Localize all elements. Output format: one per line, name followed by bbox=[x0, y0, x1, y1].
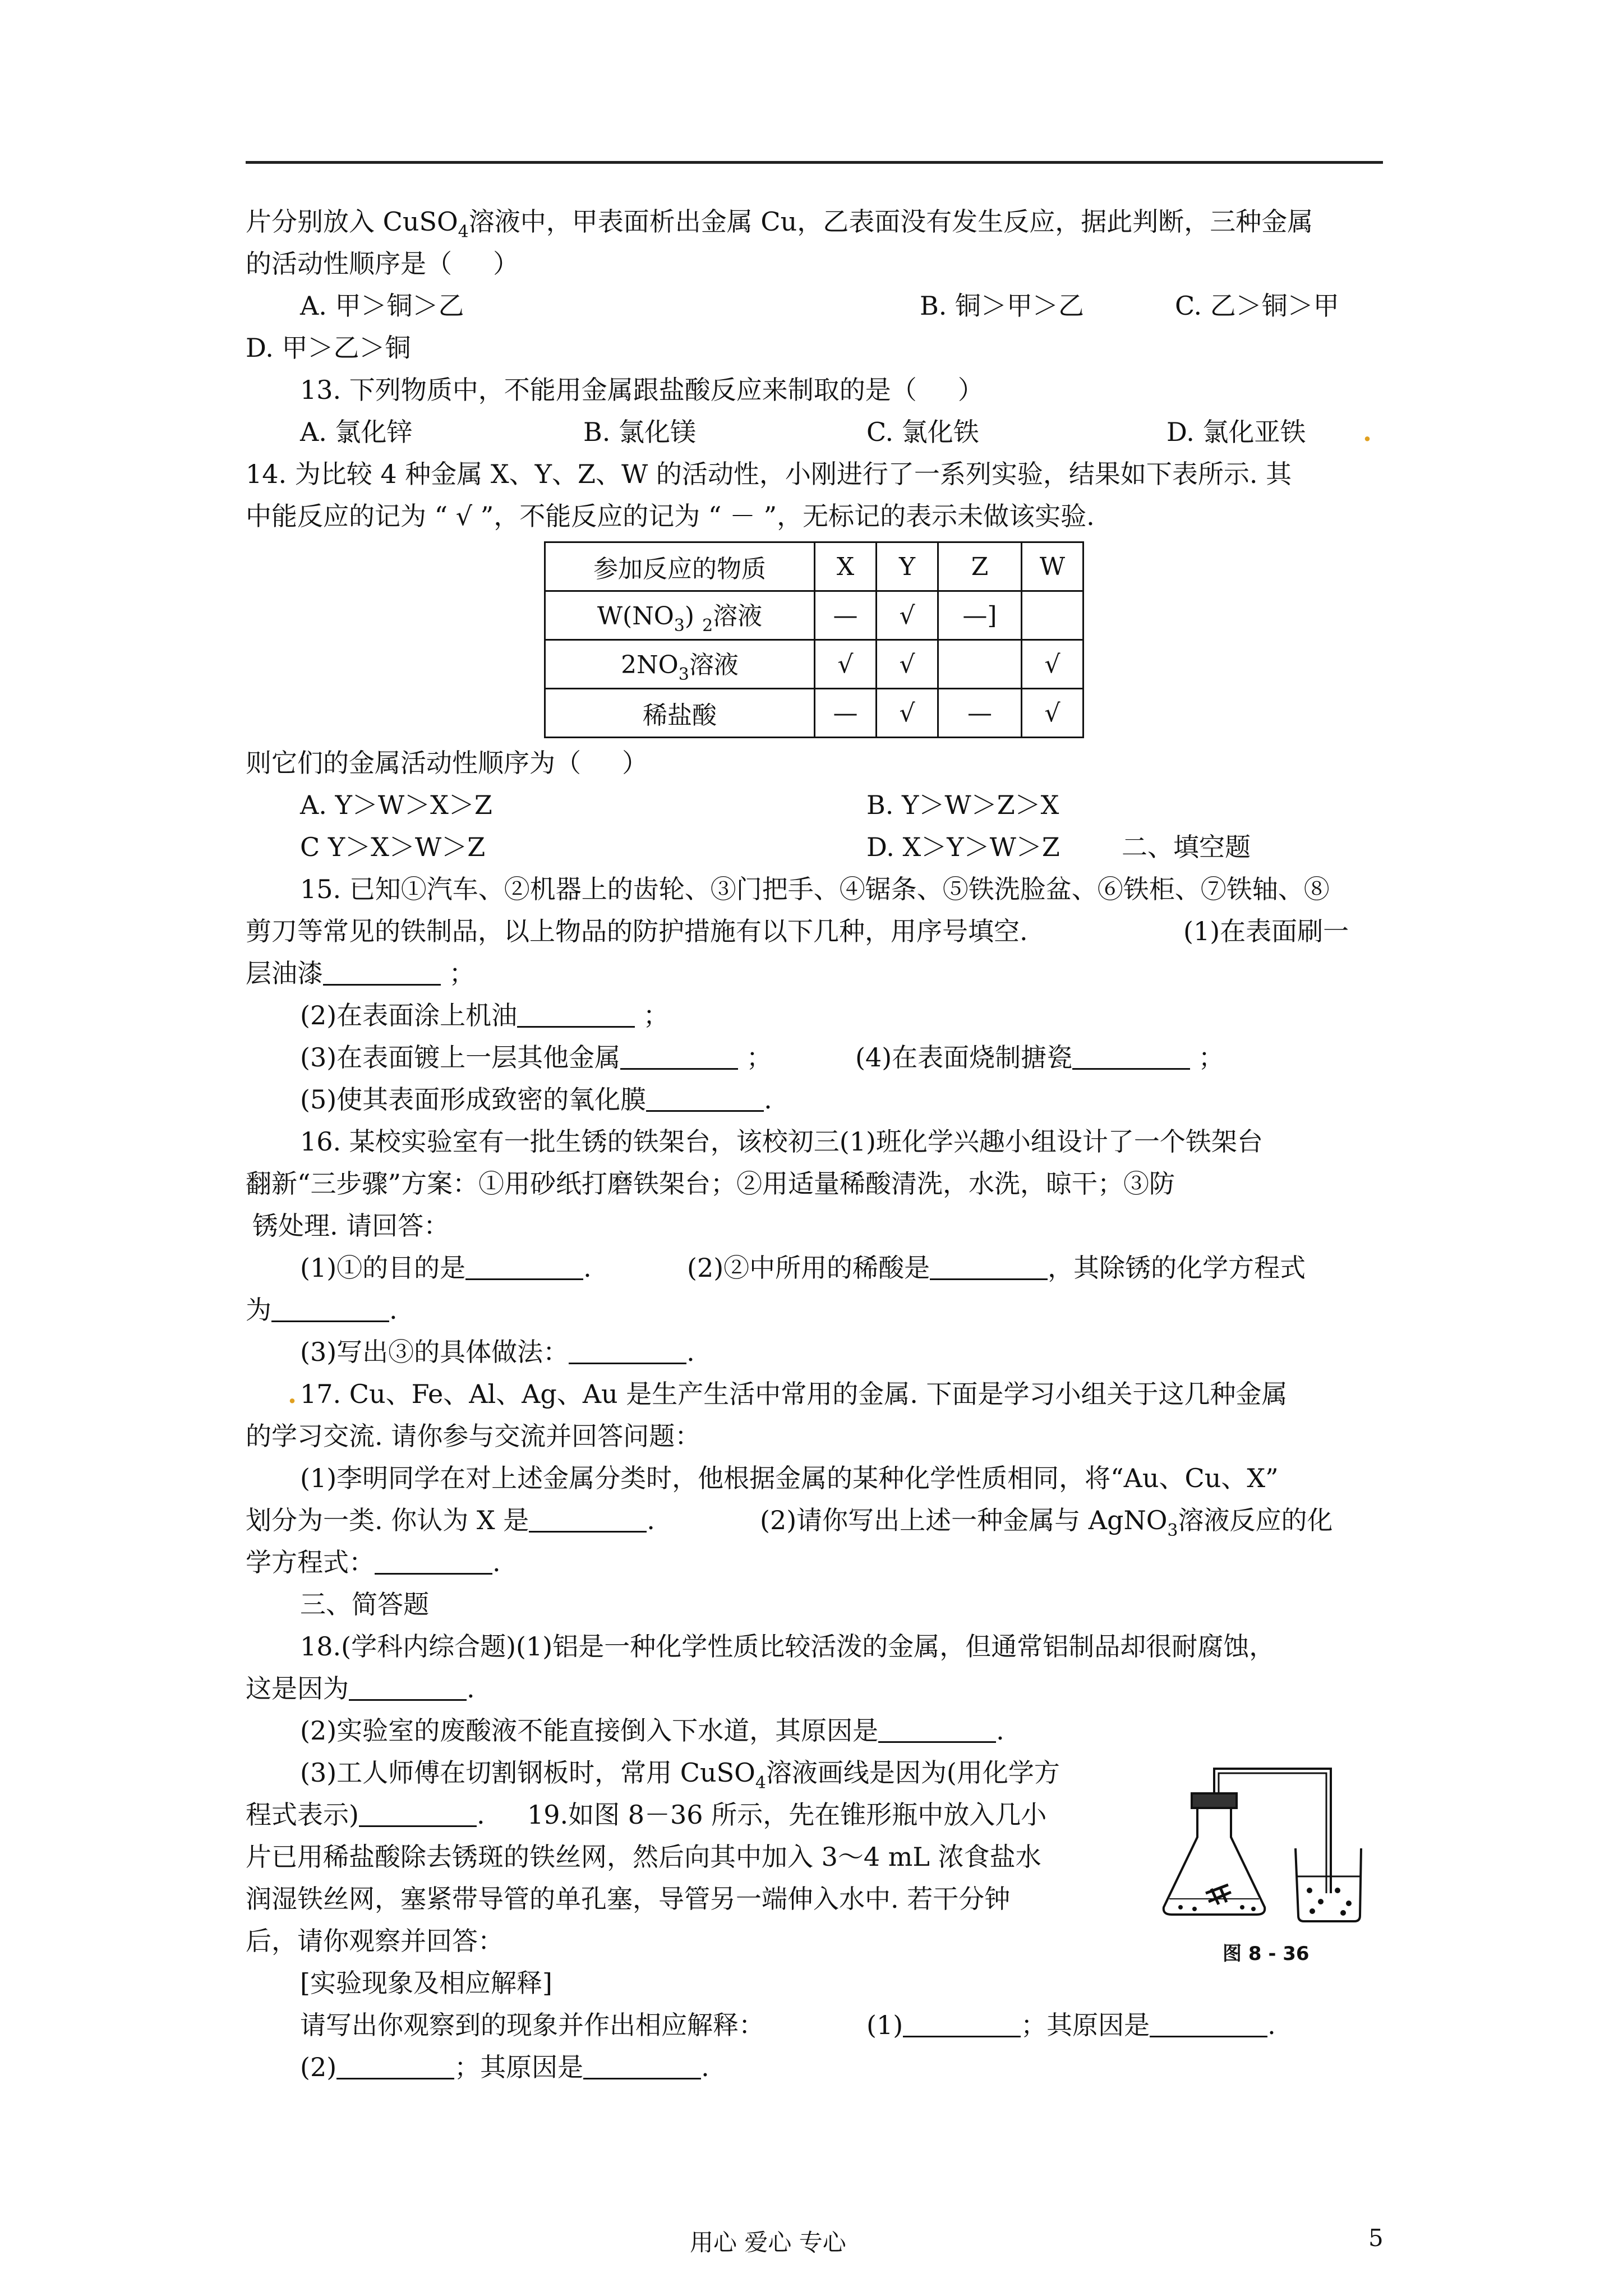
text: 划分为一类. 你认为 X 是 bbox=[246, 1505, 529, 1535]
table-row bbox=[545, 689, 1083, 738]
footer-motto: 用心 爱心 专心 bbox=[690, 2229, 846, 2256]
text: ；其原因是 bbox=[1021, 2010, 1150, 2040]
q19-subheading: [实验现象及相应解释] bbox=[300, 1968, 552, 1998]
table-cell: √ bbox=[877, 689, 938, 738]
section-fill-in-heading: 二、填空题 bbox=[1122, 832, 1251, 862]
text: . bbox=[647, 1505, 655, 1535]
text: ，其除锈的化学方程式 bbox=[1048, 1253, 1306, 1283]
table-row-label bbox=[545, 640, 815, 689]
answer-blank[interactable] bbox=[465, 1256, 583, 1280]
q13-stem: 13. 下列物质中，不能用金属跟盐酸反应来制取的是（ ） bbox=[300, 375, 984, 405]
q14-stem-3: 则它们的金属活动性顺序为（ ） bbox=[246, 748, 648, 778]
q16-part-1 bbox=[300, 1251, 592, 1285]
q17-part-2 bbox=[760, 1503, 1333, 1548]
text: 溶液 bbox=[713, 601, 763, 631]
text: 学方程式： bbox=[246, 1547, 375, 1577]
table-row bbox=[545, 640, 1083, 689]
q17-part-2-cont bbox=[246, 1545, 501, 1579]
q15-part-3 bbox=[300, 1041, 772, 1074]
text: . bbox=[492, 1547, 501, 1577]
answer-blank[interactable] bbox=[349, 1677, 467, 1701]
answer-blank[interactable] bbox=[569, 1340, 686, 1364]
text: ； bbox=[746, 1042, 772, 1073]
q15-stem-1: 15. 已知①汽车、②机器上的齿轮、③门把手、④锯条、⑤铁洗脸盆、⑥铁柜、⑦铁轴、⑧ bbox=[300, 874, 1330, 904]
text: (3)工人师傅在切割钢板时，常用 CuSO bbox=[300, 1757, 755, 1788]
q16-stem-3: 锈处理. 请回答： bbox=[252, 1211, 450, 1241]
text: . bbox=[467, 1673, 475, 1704]
q12-option-a: A. 甲＞铜＞乙 bbox=[300, 291, 464, 321]
text: . bbox=[1267, 2010, 1276, 2040]
text: . bbox=[764, 1084, 772, 1115]
text: ； bbox=[1198, 1042, 1224, 1073]
q18-part-3-cont bbox=[246, 1798, 485, 1832]
answer-blank[interactable] bbox=[323, 961, 441, 986]
text: (4)在表面烧制搪瓷 bbox=[855, 1042, 1073, 1073]
q19-part-2 bbox=[300, 2050, 709, 2084]
stray-dot: . bbox=[1363, 417, 1372, 447]
q12-line-1 bbox=[246, 205, 1313, 249]
q15-part-5 bbox=[300, 1083, 772, 1116]
subscript: 2 bbox=[702, 615, 713, 636]
q19-instruction: 请写出你观察到的现象并作出相应解释： bbox=[300, 2010, 764, 2040]
q13-option-b: B. 氯化镁 bbox=[583, 417, 697, 447]
text: (1)①的目的是 bbox=[300, 1253, 466, 1283]
table-cell bbox=[938, 640, 1022, 689]
text: . bbox=[686, 1337, 695, 1367]
text: 程式表示) bbox=[246, 1800, 359, 1830]
answer-blank[interactable] bbox=[903, 2013, 1021, 2037]
table-row bbox=[545, 591, 1083, 640]
table-header: W bbox=[1022, 542, 1083, 591]
q17-stem-1: 17. Cu、Fe、Al、Ag、Au 是生产生活中常用的金属. 下面是学习小组关于这几种金属 bbox=[300, 1379, 1288, 1409]
q14-option-c: C Y＞X＞W＞Z bbox=[300, 832, 486, 862]
answer-blank[interactable] bbox=[529, 1508, 647, 1533]
q12-option-d: D. 甲＞乙＞铜 bbox=[246, 333, 411, 363]
table-header-row bbox=[545, 542, 1083, 591]
q13-option-a: A. 氯化锌 bbox=[300, 417, 413, 447]
text: . bbox=[583, 1253, 592, 1283]
text: 层油漆 bbox=[246, 958, 323, 988]
page-number: 5 bbox=[1368, 2224, 1384, 2252]
text: 溶液中，甲表面析出金属 Cu，乙表面没有发生反应，据此判断，三种金属 bbox=[468, 206, 1313, 237]
stopper bbox=[1192, 1793, 1237, 1808]
text: (2) bbox=[300, 2052, 337, 2082]
q14-stem-2: 中能反应的记为 “ √ ”，不能反应的记为 “ － ”，无标记的表示未做该实验. bbox=[246, 501, 1095, 531]
table-header: X bbox=[815, 542, 877, 591]
text: 溶液反应的化 bbox=[1178, 1505, 1333, 1535]
answer-blank[interactable] bbox=[359, 1803, 477, 1827]
text: ； bbox=[643, 1000, 669, 1030]
section-short-answer-heading: 三、简答题 bbox=[300, 1589, 429, 1619]
subscript: 3 bbox=[1167, 1521, 1178, 1540]
q12-option-b: B. 铜＞甲＞乙 bbox=[920, 291, 1085, 321]
q14-stem-1: 14. 为比较 4 种金属 X、Y、Z、W 的活动性，小刚进行了一系列实验，结果如下表所示. 其 bbox=[246, 459, 1292, 489]
text: . bbox=[476, 1800, 485, 1830]
subscript: 3 bbox=[678, 664, 689, 684]
figure-caption: 图 8 - 36 bbox=[1223, 1943, 1310, 1965]
q19-stem-1: 19.如图 8－36 所示，先在锥形瓶中放入几小 bbox=[527, 1800, 1047, 1830]
text: 剪刀等常见的铁制品，以上物品的防护措施有以下几种，用序号填空. bbox=[246, 916, 1028, 946]
reaction-table bbox=[544, 541, 1084, 738]
q17-part-1-cont bbox=[246, 1503, 655, 1537]
q19-part-1 bbox=[866, 2008, 1276, 2042]
text: W(NO bbox=[597, 601, 674, 631]
q15-part-4 bbox=[855, 1041, 1224, 1074]
text: 溶液画线是因为(用化学方 bbox=[766, 1757, 1060, 1788]
text: (3)写出③的具体做法： bbox=[300, 1337, 569, 1367]
answer-blank[interactable] bbox=[271, 1298, 389, 1322]
answer-blank[interactable] bbox=[930, 1256, 1048, 1280]
answer-blank[interactable] bbox=[1072, 1046, 1190, 1070]
table-cell: √ bbox=[1022, 640, 1083, 689]
q14-option-a: A. Y＞W＞X＞Z bbox=[300, 790, 492, 820]
table-cell: —] bbox=[938, 591, 1022, 640]
iron-wire-mesh bbox=[1206, 1885, 1231, 1904]
answer-blank[interactable] bbox=[517, 1004, 635, 1028]
table-header: Y bbox=[877, 542, 938, 591]
table-cell: √ bbox=[877, 591, 938, 640]
header-rule bbox=[246, 161, 1383, 164]
q16-stem-1: 16. 某校实验室有一批生锈的铁架台，该校初三(1)班化学兴趣小组设计了一个铁架台 bbox=[300, 1126, 1263, 1157]
text: (3)在表面镀上一层其他金属 bbox=[300, 1042, 621, 1073]
q12-option-c: C. 乙＞铜＞甲 bbox=[1175, 291, 1339, 321]
table-header: Z bbox=[938, 542, 1022, 591]
text: 为 bbox=[246, 1295, 271, 1325]
table-cell: √ bbox=[1022, 689, 1083, 738]
answer-blank[interactable] bbox=[646, 1088, 764, 1112]
answer-blank[interactable] bbox=[1150, 2013, 1267, 2037]
answer-blank[interactable] bbox=[620, 1046, 738, 1070]
text: 片分别放入 CuSO bbox=[246, 206, 458, 237]
answer-blank[interactable] bbox=[583, 2055, 701, 2079]
table-cell: — bbox=[815, 689, 877, 738]
text: ； bbox=[449, 958, 475, 988]
q17-part-1: (1)李明同学在对上述金属分类时，他根据金属的某种化学性质相同，将“Au、Cu、X” bbox=[300, 1463, 1279, 1493]
table-row-label bbox=[545, 591, 815, 640]
q16-stem-2: 翻新“三步骤”方案：①用砂纸打磨铁架台；②用适量稀酸清洗，水洗，晾干；③防 bbox=[246, 1168, 1175, 1199]
table-header: 参加反应的物质 bbox=[545, 542, 815, 591]
q19-stem-4: 后，请你观察并回答： bbox=[246, 1926, 504, 1956]
q14-option-d: D. X＞Y＞W＞Z bbox=[866, 832, 1060, 862]
text: (2)在表面涂上机油 bbox=[300, 1000, 518, 1030]
table-cell: — bbox=[938, 689, 1022, 738]
q17-stem-2: 的学习交流. 请你参与交流并回答问题： bbox=[246, 1421, 701, 1451]
answer-blank[interactable] bbox=[375, 1550, 492, 1575]
text: . bbox=[701, 2052, 709, 2082]
q14-option-b: B. Y＞W＞Z＞X bbox=[866, 790, 1059, 820]
q12-line-2: 的活动性顺序是（ ） bbox=[246, 249, 519, 279]
q16-part-2-cont bbox=[246, 1293, 398, 1327]
text: ) bbox=[684, 601, 695, 631]
subscript: 3 bbox=[674, 615, 685, 636]
apparatus-figure bbox=[1152, 1764, 1366, 1927]
q18-stem: 18.(学科内综合题)(1)铝是一种化学性质比较活泼的金属，但通常铝制品却很耐腐蚀， bbox=[300, 1631, 1275, 1662]
answer-blank[interactable] bbox=[878, 1719, 996, 1743]
delivery-tube-inner bbox=[1219, 1773, 1326, 1893]
q13-option-c: C. 氯化铁 bbox=[866, 417, 979, 447]
q18-part-3 bbox=[300, 1756, 1060, 1800]
beaker-outline bbox=[1295, 1848, 1361, 1921]
text: . bbox=[389, 1295, 398, 1325]
table-cell: — bbox=[815, 591, 877, 640]
q16-part-3 bbox=[300, 1335, 695, 1369]
answer-blank[interactable] bbox=[336, 2055, 454, 2079]
text: (5)使其表面形成致密的氧化膜 bbox=[300, 1084, 647, 1115]
text: 溶液 bbox=[689, 650, 739, 679]
q19-stem-2: 片已用稀盐酸除去锈斑的铁丝网，然后向其中加入 3～4 mL 浓食盐水 bbox=[246, 1842, 1041, 1872]
q15-stem-2 bbox=[246, 914, 1028, 948]
table-cell bbox=[1022, 591, 1083, 640]
table-row-label: 稀盐酸 bbox=[545, 689, 815, 738]
table-cell: √ bbox=[877, 640, 938, 689]
q19-stem-3: 润湿铁丝网，塞紧带导管的单孔塞，导管另一端伸入水中. 若干分钟 bbox=[246, 1884, 1011, 1914]
q18-part-2 bbox=[300, 1714, 1004, 1747]
q15-part-2 bbox=[300, 999, 669, 1032]
text: (2)②中所用的稀酸是 bbox=[687, 1253, 930, 1283]
text: (2)实验室的废酸液不能直接倒入下水道，其原因是 bbox=[300, 1715, 879, 1746]
text: (1) bbox=[866, 2010, 903, 2040]
text: . bbox=[996, 1715, 1004, 1746]
q18-part-1-cont bbox=[246, 1672, 475, 1705]
subscript: 4 bbox=[458, 222, 469, 242]
q15-part-1: (1)在表面刷一 bbox=[1183, 916, 1349, 946]
q15-part-1-cont bbox=[246, 956, 475, 990]
text: (2)请你写出上述一种金属与 AgNO bbox=[760, 1505, 1168, 1535]
q13-option-d: D. 氯化亚铁 bbox=[1166, 417, 1306, 447]
text: 2NO bbox=[621, 650, 679, 679]
subscript: 4 bbox=[755, 1773, 766, 1793]
table-cell: √ bbox=[815, 640, 877, 689]
stray-dot: . bbox=[288, 1379, 297, 1409]
text: ；其原因是 bbox=[454, 2052, 584, 2082]
q16-part-2 bbox=[687, 1251, 1306, 1285]
text: 这是因为 bbox=[246, 1673, 349, 1704]
